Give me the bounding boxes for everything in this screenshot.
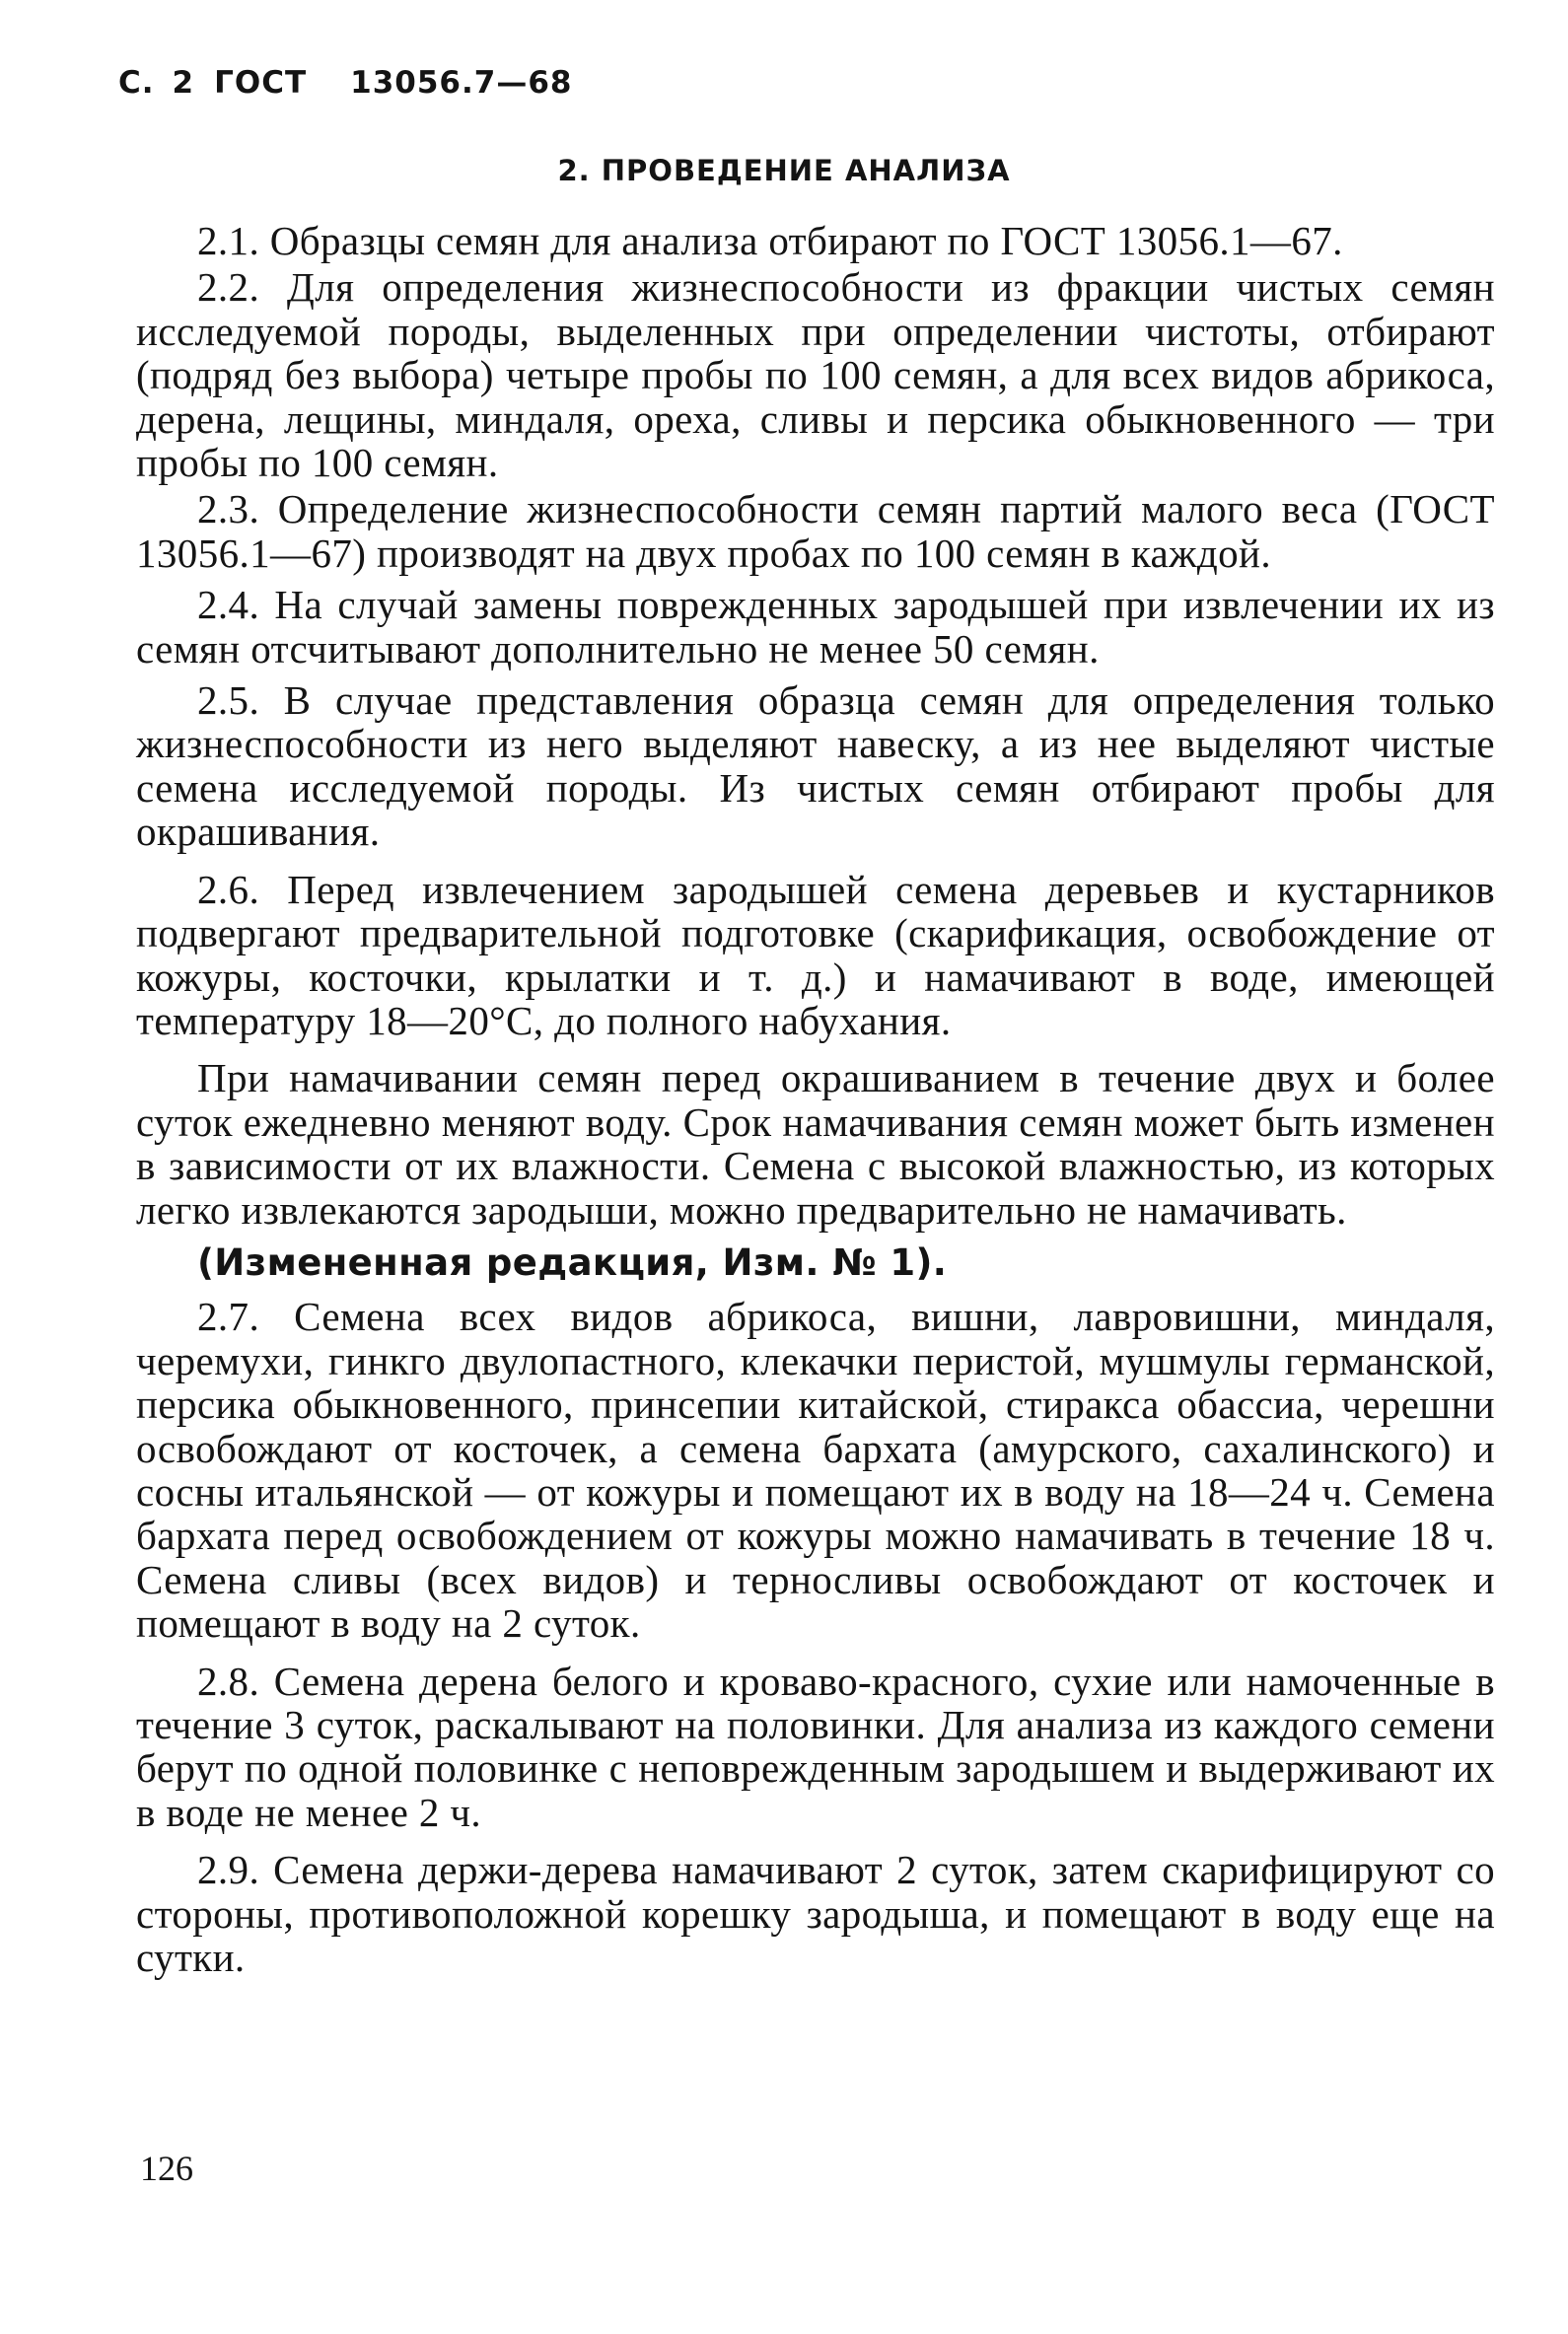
paragraph-2-2: 2.2. Для определения жизнеспособности из фракции чистых семян исследуемой породы, выделенных при определении чистоты, отбирают (подряд без выбора) четыре пробы по 100 семян, а для всех видов абрикоса, дерена, лещины, миндаля, ореха, сливы и персика обыкновенного — три пробы по 100 семян. <box>136 264 1495 486</box>
paragraph-2-4: 2.4. На случай замены поврежденных зародышей при извлечении их из семян отсчитывают дополнительно не менее 50 семян. <box>136 582 1495 672</box>
paragraph-2-8: 2.8. Семена дерена белого и кроваво-красного, сухие или намоченные в течение 3 суток, раскалывают на половинки. Для анализа из каждого семени берут по одной половинке с неповрежденным зародышем и выдерживают их в воде не менее 2 ч. <box>136 1658 1495 1835</box>
paragraph-2-6-continuation: При намачивании семян перед окрашиванием в течение двух и более суток ежедневно меняют воду. Срок намачивания семян может быть изменен в зависимости от их влажности. Семена с высокой влажностью, из которых легко извлекаются зародыши, можно предварительно не намачивать. <box>136 1055 1495 1233</box>
paragraph-2-9: 2.9. Семена держи-дерева намачивают 2 суток, затем скарифицируют со стороны, противоположной корешку зародыша, и помещают в воду еще на сутки. <box>136 1847 1495 1981</box>
paragraph-2-3: 2.3. Определение жизнеспособности семян партий малого веса (ГОСТ 13056.1—67) производят на двух пробах по 100 семян в каждой. <box>136 486 1495 576</box>
page-number: 126 <box>140 2149 193 2188</box>
paragraph-2-7: 2.7. Семена всех видов абрикоса, вишни, лавровишни, миндаля, черемухи, гинкго двулопастного, клекачки перистой, мушмулы германской, персика обыкновенного, принсепии китайской, стиракса обассиа, черешни освобождают от косточек, а семена бархата (амурского, сахалинского) и сосны итальянской — от кожуры и помещают их в воду на 18—24 ч. Семена бархата перед освобождением от кожуры можно намачивать в течение 18 ч. Семена сливы (всех видов) и терносливы освобождают от косточек и помещают в воду на 2 суток. <box>136 1294 1495 1647</box>
header-page-number: 2 <box>172 65 195 101</box>
header-standard-number: 13056.7—68 <box>350 65 573 101</box>
header-standard: ГОСТ <box>214 65 308 101</box>
paragraph-2-6: 2.6. Перед извлечением зародышей семена деревьев и кустарников подвергают предварительной подготовке (скарификация, освобождение от кожуры, косточки, крылатки и т. д.) и намачивают в воде, имеющей температуру 18—20°С, до полного набухания. <box>136 866 1495 1043</box>
amendment-note: (Измененная редакция, Изм. № 1). <box>197 1240 948 1284</box>
body-text <box>136 219 1495 1979</box>
section-title: 2. ПРОВЕДЕНИЕ АНАЛИЗА <box>557 154 1011 187</box>
paragraph-2-5: 2.5. В случае представления образца семян для определения только жизнеспособности из него выделяют навеску, а из нее выделяют чистые семена исследуемой породы. Из чистых семян отбирают пробы для окрашивания. <box>136 677 1495 855</box>
paragraph-2-1: 2.1. Образцы семян для анализа отбирают по ГОСТ 13056.1—67. <box>197 218 1343 263</box>
running-header <box>118 65 572 101</box>
header-page-prefix: С. <box>118 65 155 101</box>
